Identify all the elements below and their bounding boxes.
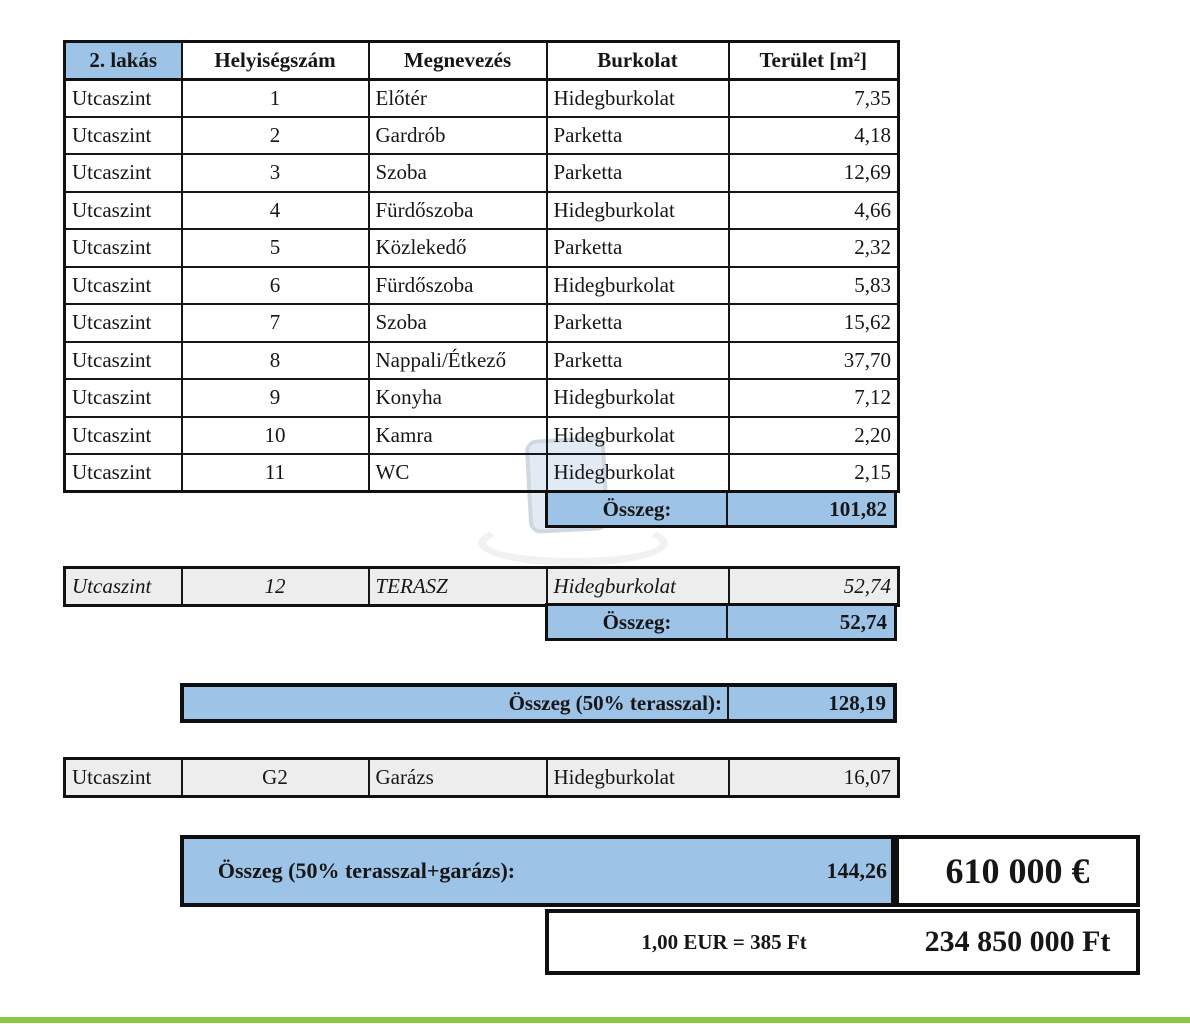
- cell-surface: Hidegburkolat: [547, 759, 729, 797]
- main-total-value: 101,82: [829, 496, 887, 521]
- cell-level: Utcaszint: [65, 342, 182, 380]
- header-room-number: Helyiségszám: [182, 42, 369, 80]
- cell-surface: Parketta: [547, 154, 729, 192]
- header-area-m2: Terület [m²]: [729, 42, 899, 80]
- terrace-row: [65, 568, 899, 606]
- cell-area: 16,07: [729, 759, 899, 797]
- cell-level: Utcaszint: [65, 154, 182, 192]
- cell-level: Utcaszint: [65, 417, 182, 455]
- header-room-name: Megnevezés: [369, 42, 547, 80]
- cell-area: 37,70: [729, 342, 899, 380]
- exchange-box: [545, 909, 1140, 975]
- terrace-total-label: Összeg:: [548, 606, 728, 638]
- table-row: [65, 117, 899, 155]
- subtotal-box: [180, 683, 897, 723]
- terrace-total-value: 52,74: [839, 609, 887, 634]
- cell-num: 5: [182, 229, 369, 267]
- cell-num: 11: [182, 454, 369, 492]
- cell-area: 7,12: [729, 379, 899, 417]
- cell-num: 10: [182, 417, 369, 455]
- cell-name: Szoba: [369, 154, 547, 192]
- cell-num: 8: [182, 342, 369, 380]
- grand-total-box: [180, 835, 895, 907]
- cell-surface: Hidegburkolat: [547, 379, 729, 417]
- cell-level: Utcaszint: [65, 117, 182, 155]
- grand-total-value: 144,26: [826, 858, 887, 883]
- cell-level: Utcaszint: [65, 192, 182, 230]
- cell-area: 2,15: [729, 454, 899, 492]
- table-row: [65, 304, 899, 342]
- main-total-label: Összeg:: [548, 493, 728, 525]
- cell-surface: Parketta: [547, 342, 729, 380]
- cell-name: Előtér: [369, 79, 547, 117]
- apartment-area-table: [63, 40, 900, 493]
- subtotal-label: Összeg (50% terasszal):: [184, 687, 729, 719]
- cell-name: Gardrób: [369, 117, 547, 155]
- cell-area: 4,66: [729, 192, 899, 230]
- header-apartment: 2. lakás: [65, 42, 182, 80]
- cell-name: WC: [369, 454, 547, 492]
- cell-level: Utcaszint: [65, 379, 182, 417]
- cell-surface: Parketta: [547, 304, 729, 342]
- cell-surface: Hidegburkolat: [547, 79, 729, 117]
- cell-name: Konyha: [369, 379, 547, 417]
- table-row: [65, 229, 899, 267]
- table-row: [65, 417, 899, 455]
- cell-area: 52,74: [729, 568, 899, 606]
- cell-name: Közlekedő: [369, 229, 547, 267]
- cell-surface: Hidegburkolat: [547, 417, 729, 455]
- grand-total-label: Összeg (50% terasszal+garázs):: [217, 858, 516, 883]
- cell-name: Fürdőszoba: [369, 192, 547, 230]
- cell-name: Garázs: [369, 759, 547, 797]
- cell-area: 5,83: [729, 267, 899, 305]
- cell-num: 7: [182, 304, 369, 342]
- cell-area: 15,62: [729, 304, 899, 342]
- cell-level: Utcaszint: [65, 79, 182, 117]
- table-row: [65, 342, 899, 380]
- table-row: [65, 79, 899, 117]
- main-total-box: [545, 490, 897, 528]
- exchange-rate: 1,00 EUR = 385 Ft: [641, 929, 807, 954]
- cell-level: Utcaszint: [65, 454, 182, 492]
- cell-level: Utcaszint: [65, 759, 182, 797]
- cell-name: TERASZ: [369, 568, 547, 606]
- header-flooring: Burkolat: [547, 42, 729, 80]
- table-row: [65, 454, 899, 492]
- garage-row: [65, 759, 899, 797]
- cell-level: Utcaszint: [65, 304, 182, 342]
- cell-surface: Hidegburkolat: [547, 192, 729, 230]
- cell-area: 4,18: [729, 117, 899, 155]
- table-row: [65, 154, 899, 192]
- table-row: [65, 192, 899, 230]
- cell-num: 12: [182, 568, 369, 606]
- cell-level: Utcaszint: [65, 267, 182, 305]
- cell-surface: Hidegburkolat: [547, 568, 729, 606]
- cell-num: 2: [182, 117, 369, 155]
- terrace-table: [63, 566, 900, 607]
- table-header-row: [65, 42, 899, 80]
- cell-surface: Hidegburkolat: [547, 454, 729, 492]
- cell-level: Utcaszint: [65, 568, 182, 606]
- cell-num: 1: [182, 79, 369, 117]
- price-huf: 234 850 000 Ft: [924, 925, 1111, 958]
- cell-name: Nappali/Étkező: [369, 342, 547, 380]
- cell-num: 6: [182, 267, 369, 305]
- cell-num: G2: [182, 759, 369, 797]
- cell-area: 12,69: [729, 154, 899, 192]
- cell-surface: Parketta: [547, 117, 729, 155]
- table-row: [65, 379, 899, 417]
- cell-area: 2,32: [729, 229, 899, 267]
- table-row: [65, 267, 899, 305]
- cell-num: 3: [182, 154, 369, 192]
- cell-name: Kamra: [369, 417, 547, 455]
- cell-num: 4: [182, 192, 369, 230]
- cell-surface: Parketta: [547, 229, 729, 267]
- cell-num: 9: [182, 379, 369, 417]
- subtotal-value: 128,19: [828, 690, 886, 715]
- cell-level: Utcaszint: [65, 229, 182, 267]
- price-eur-box: 610 000 €: [895, 835, 1140, 907]
- cell-name: Szoba: [369, 304, 547, 342]
- terrace-total-box: [545, 603, 897, 641]
- cell-area: 7,35: [729, 79, 899, 117]
- cell-surface: Hidegburkolat: [547, 267, 729, 305]
- garage-table: [63, 757, 900, 798]
- cell-area: 2,20: [729, 417, 899, 455]
- cell-name: Fürdőszoba: [369, 267, 547, 305]
- bottom-green-bar: [0, 1017, 1190, 1023]
